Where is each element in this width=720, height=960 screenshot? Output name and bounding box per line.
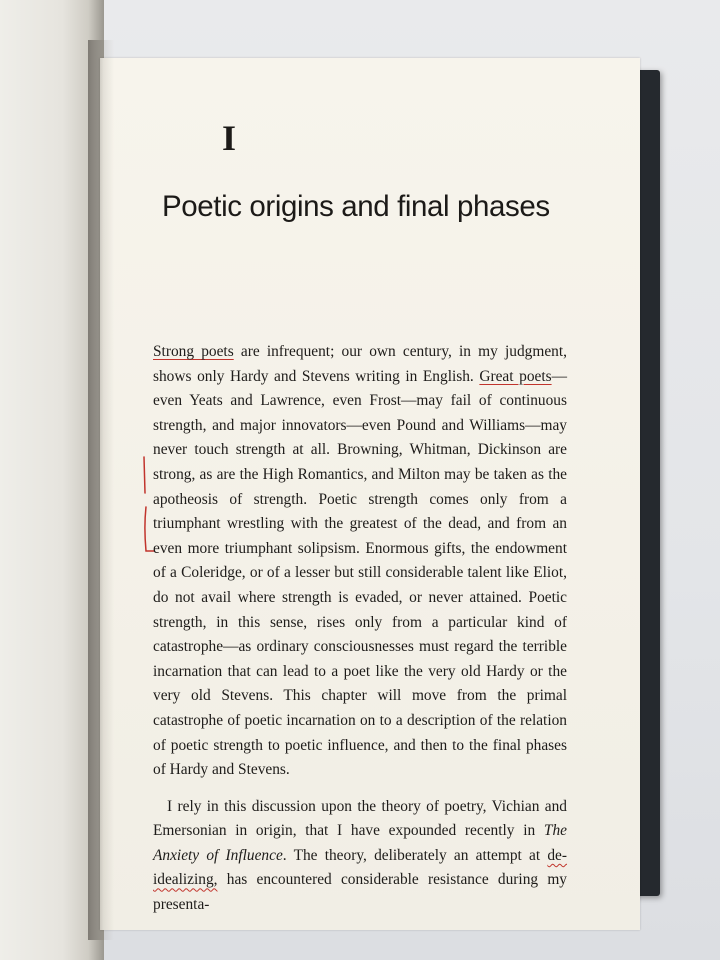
chapter-title: Poetic origins and final phases	[162, 190, 550, 223]
text-run: has encountered considerable resistance during my presenta-	[153, 871, 567, 914]
text-run: I rely in this discussion upon the theory of poetry, Vichian and Emersonian in origin, that I have expounded recently in	[153, 797, 567, 840]
underlined-phrase: Great poets	[479, 367, 552, 385]
text-run: —even Yeats and Lawrence, even Frost—may fail of continuous strength, and major innovators—even Pound and Williams—may never touch strength at all. Browning, Whitman, Dickinson are strong, as are the High Romantics, and Milton may be taken as the apotheosis of strength. Poetic strength comes only from a triumphant wrestling with the greatest of the dead, and from an even more triumphant solipsism. Enormous gifts, the endowment of a Coleridge, or of a lesser but still considerable talent like Eliot, do not avail where strength is evaded, or never attained. Poetic strength, in this sense, rises only from a particular kind of catastrophe—as ordinary consciousnesses must regard the terrible incarnation that can lead to a poet like the very old Hardy or the very old Stevens. This chapter will move from the primal catastrophe of poetic incarnation on to a description of the relation of poetic strength to poetic influence, and then to the final phases of Hardy and Stevens.	[153, 367, 567, 779]
wavy-underlined-phrase: de-idealizing,	[153, 846, 567, 889]
text-run: are infrequent; our own century, in my judgment, shows only Hardy and Stevens writing in English.	[153, 343, 567, 385]
gutter-shadow	[88, 40, 114, 940]
book-title-italic: The Anxiety of Influence	[153, 822, 567, 864]
chapter-body	[153, 340, 567, 918]
paragraph-1	[153, 340, 567, 783]
underlined-phrase: Strong poets	[153, 343, 234, 360]
paragraph-2	[153, 795, 567, 918]
chapter-number: I	[222, 118, 237, 158]
text-run: . The theory, deliberately an attempt at	[282, 846, 548, 864]
